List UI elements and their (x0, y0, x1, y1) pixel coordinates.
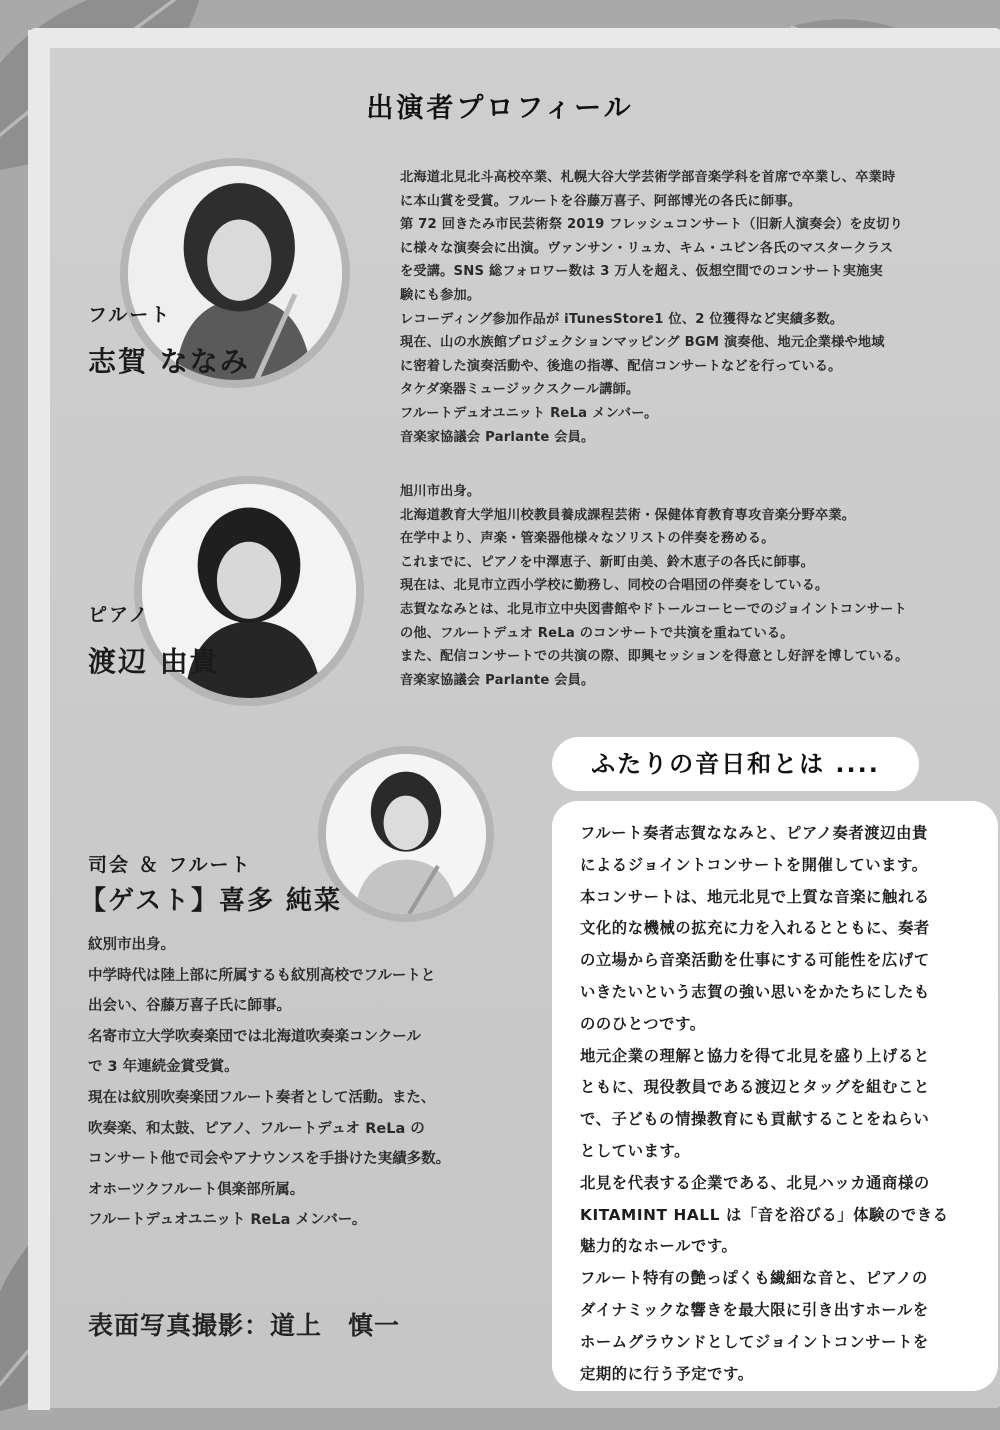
about-line: ともに、現役教員である渡辺とタッグを組むこと (580, 1078, 930, 1097)
about-line: 本コンサートは、地元北見で上質な音楽に触れる (580, 887, 930, 906)
bio-line: 紋別市出身。 (88, 937, 175, 953)
about-line: KITAMINT HALL は「音を浴びる」体験のできる (580, 1205, 949, 1224)
bio-line: に密着した演奏活動や、後進の指導、配信コンサートなどを行っている。 (400, 358, 842, 374)
bio-line: オホーツクフルート倶楽部所属。 (88, 1181, 305, 1198)
about-line: フルート奏者志賀ななみと、ピアノ奏者渡辺由貴 (580, 824, 928, 842)
about-line: で、子どもの情操教育にも貢献することをねらい (580, 1110, 930, 1129)
bio-line: 名寄市立大学吹奏楽団では北海道吹奏楽コンクール (88, 1028, 421, 1045)
bio-line: 志賀ななみとは、北見市立中央図書館やドトールコーヒーでのジョイントコンサート (400, 601, 907, 617)
panel-left-border (28, 30, 50, 1410)
panel-top-border (28, 28, 1000, 48)
bio-line: 吹奏楽、和太鼓、ピアノ、フルートデュオ ReLa の (88, 1120, 425, 1137)
about-line: 地元企業の理解と協力を得て北見を盛り上げると (580, 1046, 930, 1065)
bio-line: 中学時代は陸上部に所属するも紋別高校でフルートと (88, 967, 436, 984)
bio-line: を受講。SNS 総フォロワー数は 3 万人を超え、仮想空間でのコンサート実施実 (400, 264, 883, 280)
about-line: ののひとつです。 (580, 1014, 706, 1033)
about-line: ダイナミックな響きを最大限に引き出すホールを (580, 1300, 929, 1319)
bio-line: 旭川市出身。 (400, 484, 481, 499)
performer-bio (88, 930, 450, 1236)
performer-name: 渡辺 由貴 (88, 645, 220, 678)
about-line: 定期的に行う予定です。 (580, 1364, 754, 1383)
bio-line: これまでに、ピアノを中澤恵子、新町由美、鈴木恵子の各氏に師事。 (400, 554, 814, 570)
bio-line: に本山賞を受賞。フルートを谷藤万喜子、阿部博光の各氏に師事。 (400, 193, 802, 209)
bio-line: 音楽家協議会 Parlante 会員。 (400, 672, 595, 688)
performer-role: フルート (88, 304, 172, 326)
about-line: フルート特有の艶っぽくも繊細な音と、ピアノの (580, 1269, 928, 1288)
photo-credit: 表面写真撮影：道上 慎一 (88, 1311, 401, 1340)
bio-line: また、配信コンサートでの共演の際、即興セッションを得意とし好評を博している。 (400, 649, 909, 665)
bio-line: 出会い、谷藤万喜子氏に師事。 (88, 998, 291, 1015)
bio-line: コンサート他で司会やアナウンスを手掛けた実績多数。 (88, 1151, 451, 1168)
about-line: いきたいという志賀の強い思いをかたちにしたも (580, 982, 930, 1001)
bio-line: 第 72 回きたみ市民芸術祭 2019 フレッシュコンサート（旧新人演奏会）を皮切り (400, 217, 903, 233)
performer-role: 司会 ＆ フルート (88, 854, 252, 876)
performer-role: ピアノ (88, 604, 150, 626)
bio-line: 音楽家協議会 Parlante 会員。 (400, 429, 595, 445)
bio-line: 北海道教育大学旭川校教員養成課程芸術・保健体育教育専攻音楽分野卒業。 (400, 507, 856, 523)
bio-line: フルートデュオユニット ReLa メンバー。 (400, 405, 658, 421)
about-text (580, 818, 949, 1390)
bio-line: に様々な演奏会に出演。ヴァンサン・リュカ、キム・ユビン各氏のマスタークラス (400, 240, 894, 256)
about-line: 北見を代表する企業である、北見ハッカ通商様の (580, 1173, 930, 1192)
page-title: 出演者プロフィール (366, 93, 634, 124)
bio-line: レコーディング参加作品が iTunesStore1 位、2 位獲得など実績多数。 (400, 311, 844, 327)
portrait-guest-photo (318, 746, 494, 922)
bio-line: の他、フルートデュオ ReLa のコンサートで共演を重ねている。 (400, 625, 794, 641)
bio-line: 現在は、北見市立西小学校に勤務し、同校の合唱団の伴奏をしている。 (400, 578, 829, 594)
bio-line: 在学中より、声楽・管楽器他様々なソリストの伴奏を務める。 (400, 531, 775, 547)
performer-name: 【ゲスト】喜多 純菜 (80, 886, 343, 916)
about-line: の立場から音楽活動を仕事にする可能性を広げて (580, 951, 930, 970)
about-line: としています。 (580, 1141, 691, 1160)
performer-name: 志賀 ななみ (88, 345, 250, 378)
performer-bio (400, 480, 908, 692)
about-line: 文化的な機械の拡充に力を入れるとともに、奏者 (580, 919, 930, 938)
about-line: ホームグラウンドとしてジョイントコンサートを (580, 1332, 929, 1351)
bio-line: で 3 年連続金賞受賞。 (88, 1059, 239, 1076)
bio-line: 現在、山の水族館プロジェクションマッピング BGM 演奏他、地元企業様や地域 (400, 335, 885, 351)
bio-line: 北海道北見北斗高校卒業、札幌大谷大学芸術学部音楽学科を首席で卒業し、卒業時 (400, 170, 896, 185)
bio-line: 験にも参加。 (400, 287, 481, 303)
performer-bio (400, 166, 903, 449)
bio-line: タケダ楽器ミュージックスクール講師。 (400, 382, 640, 398)
about-title: ふたりの音日和とは .... (552, 737, 919, 791)
bio-line: フルートデュオユニット ReLa メンバー。 (88, 1212, 367, 1229)
about-line: によるジョイントコンサートを開催しています。 (580, 855, 928, 874)
bio-line: 現在は紋別吹奏楽団フルート奏者として活動。また、 (88, 1089, 436, 1106)
about-line: 魅力的なホールです。 (580, 1237, 738, 1256)
